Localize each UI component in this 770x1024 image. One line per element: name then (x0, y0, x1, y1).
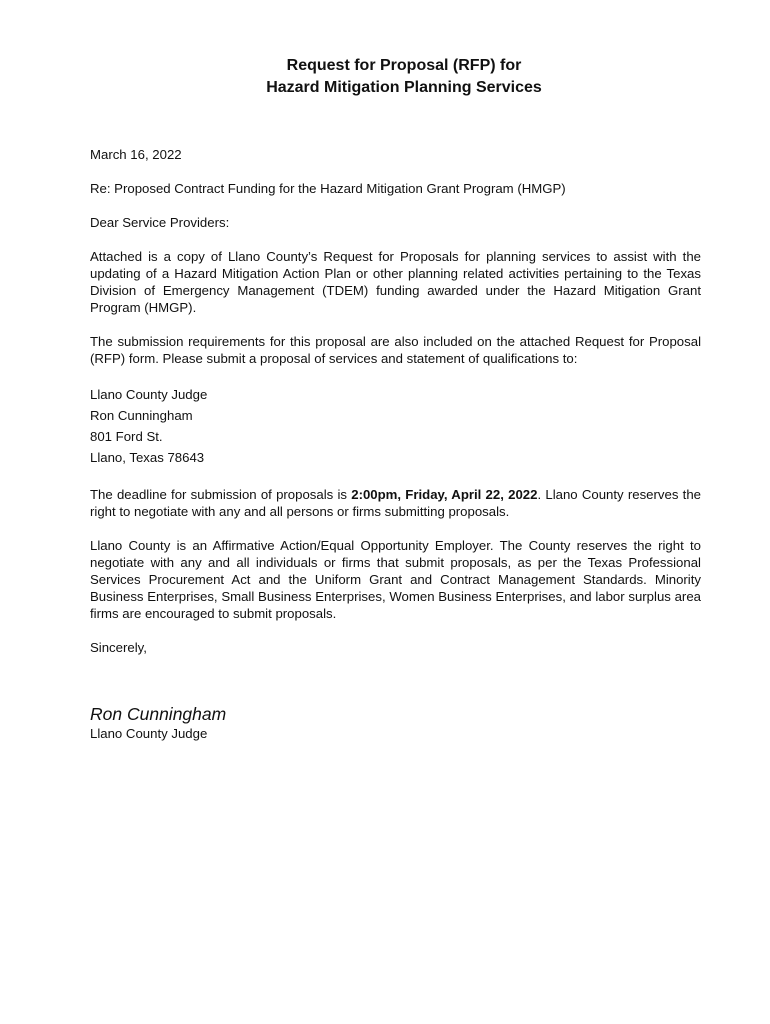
mailing-address (90, 384, 701, 468)
title-line-2: Hazard Mitigation Planning Services (266, 79, 542, 96)
paragraph-eeo: Llano County is an Affirmative Action/Equal Opportunity Employer. The County reserves the right to negotiate with any and all individuals or firms that submit proposals, as per the Texas Professional Services Procurement Act and the Uniform Grant and Contract Management Standards. Minority Business Enterprises, Small Business Enterprises, Women Business Enterprises, and labor surplus area firms are encouraged to submit proposals. (90, 538, 701, 621)
signature-title: Llano County Judge (90, 726, 208, 741)
address-line-1: Llano County Judge (90, 387, 208, 402)
document-title (0, 55, 770, 99)
paragraph-intro: Attached is a copy of Llano County’s Request for Proposals for planning services to assist with the updating of a Hazard Mitigation Action Plan or other planning related activities pertaining to the Texas Division of Emergency Management (TDEM) funding awarded under the Hazard Mitigation Grant Program (HMGP). (90, 249, 701, 315)
letter-body (90, 146, 701, 742)
deadline-suffix: . Llano County reserves the right to negotiate with any and all persons or firms submitting proposals. (90, 487, 701, 519)
title-line-1: Request for Proposal (RFP) for (286, 57, 522, 74)
paragraph-submission: The submission requirements for this proposal are also included on the attached Request for Proposal (RFP) form. Please submit a proposal of services and statement of qualifications to: (90, 334, 701, 366)
paragraph-deadline (90, 486, 701, 520)
deadline-date: 2:00pm, Friday, April 22, 2022 (351, 487, 538, 502)
address-line-2: Ron Cunningham (90, 408, 193, 423)
salutation: Dear Service Providers: (90, 215, 230, 230)
deadline-prefix: The deadline for submission of proposals is (90, 487, 352, 502)
address-line-4: Llano, Texas 78643 (90, 450, 205, 465)
re-line: Re: Proposed Contract Funding for the Hazard Mitigation Grant Program (HMGP) (90, 181, 566, 196)
closing: Sincerely, (90, 640, 147, 655)
signature-name: Ron Cunningham (90, 704, 227, 724)
letter-date: March 16, 2022 (90, 147, 182, 162)
address-line-3: 801 Ford St. (90, 429, 163, 444)
